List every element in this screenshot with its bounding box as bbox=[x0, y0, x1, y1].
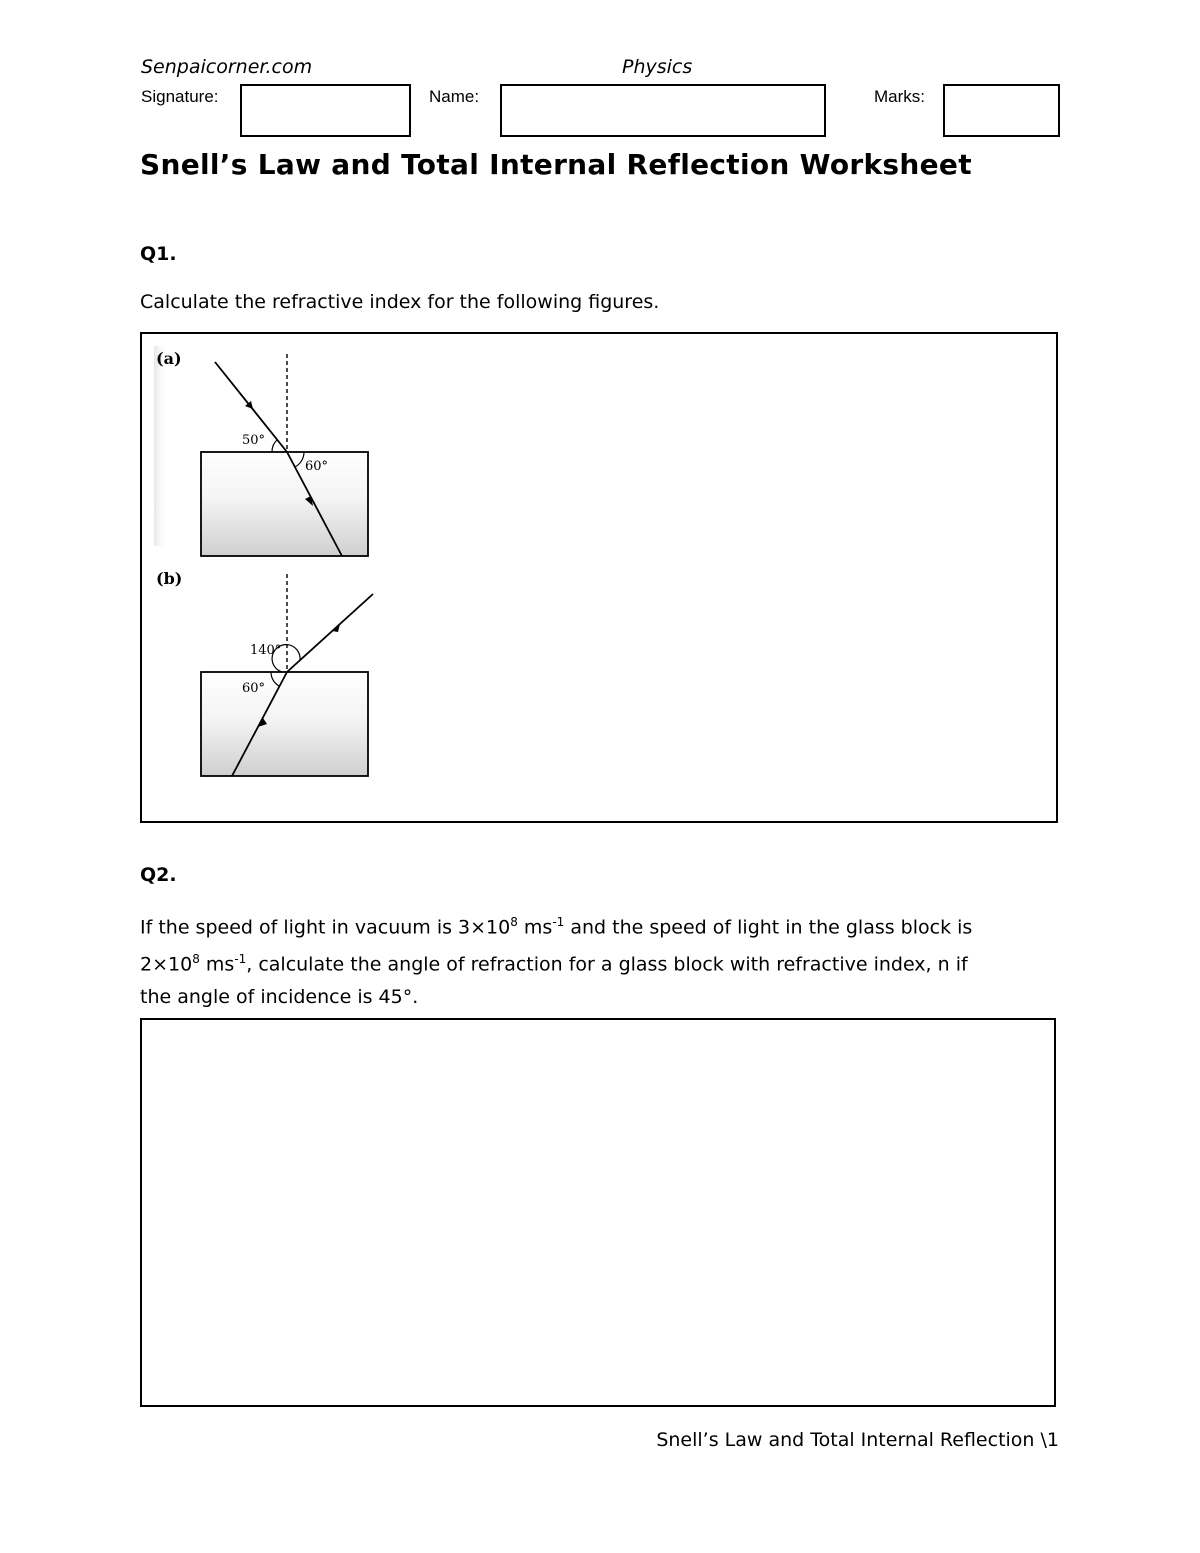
q2-text-part: and the speed of light in the glass block is bbox=[564, 916, 973, 939]
q2-answer-box[interactable] bbox=[140, 1018, 1056, 1407]
figure-a-angle-arc-1 bbox=[272, 440, 277, 452]
q2-line-1 bbox=[140, 906, 1070, 943]
q2-text-part: 2×10 bbox=[140, 953, 193, 976]
q2-text-part: ms bbox=[199, 953, 235, 976]
figure-b-tag: (b) bbox=[156, 569, 183, 588]
q2-text-part: , calculate the angle of refraction for a glass block with refractive index, n if bbox=[246, 953, 968, 976]
signature-field[interactable] bbox=[240, 84, 411, 137]
q2-text-part: ms bbox=[517, 916, 553, 939]
name-label: Name: bbox=[429, 87, 480, 106]
figure-a-tag: (a) bbox=[156, 349, 182, 368]
scan-shading bbox=[154, 346, 168, 546]
figure-b-incident-arrow bbox=[332, 624, 340, 632]
signature-label: Signature: bbox=[141, 87, 219, 106]
figure-b-glass-block bbox=[201, 672, 368, 776]
q2-label: Q2. bbox=[140, 864, 177, 886]
q2-line-2 bbox=[140, 943, 1070, 980]
figure-a-angle-50: 50° bbox=[242, 433, 266, 448]
figure-a-glass-block bbox=[201, 452, 368, 556]
q1-text: Calculate the refractive index for the following figures. bbox=[140, 291, 660, 313]
figure-b-angle-60: 60° bbox=[242, 681, 266, 696]
marks-label: Marks: bbox=[874, 87, 925, 106]
q1-answer-box[interactable] bbox=[140, 332, 1058, 823]
refraction-figures bbox=[154, 346, 394, 806]
q2-exponent: 8 bbox=[192, 952, 200, 967]
name-field[interactable] bbox=[500, 84, 826, 137]
q2-exponent: -1 bbox=[234, 952, 247, 967]
q2-line-3: the angle of incidence is 45°. bbox=[140, 985, 419, 1008]
q2-exponent: -1 bbox=[552, 915, 565, 929]
q1-label: Q1. bbox=[140, 243, 177, 265]
marks-field[interactable] bbox=[943, 84, 1060, 137]
q2-exponent: 8 bbox=[510, 915, 518, 929]
q2-text-part: If the speed of light in vacuum is 3×10 bbox=[140, 916, 511, 939]
page-footer: Snell’s Law and Total Internal Reflection \1 bbox=[656, 1429, 1059, 1451]
figure-a-angle-60: 60° bbox=[305, 459, 329, 474]
figure-b-angle-140: 140° bbox=[250, 643, 282, 658]
site-name: Senpaicorner.com bbox=[141, 56, 313, 78]
worksheet-title: Snell’s Law and Total Internal Reflection Worksheet bbox=[140, 148, 972, 181]
subject-label: Physics bbox=[622, 56, 693, 78]
figure-b-incident-ray bbox=[287, 594, 373, 672]
q2-text bbox=[140, 906, 1070, 1013]
